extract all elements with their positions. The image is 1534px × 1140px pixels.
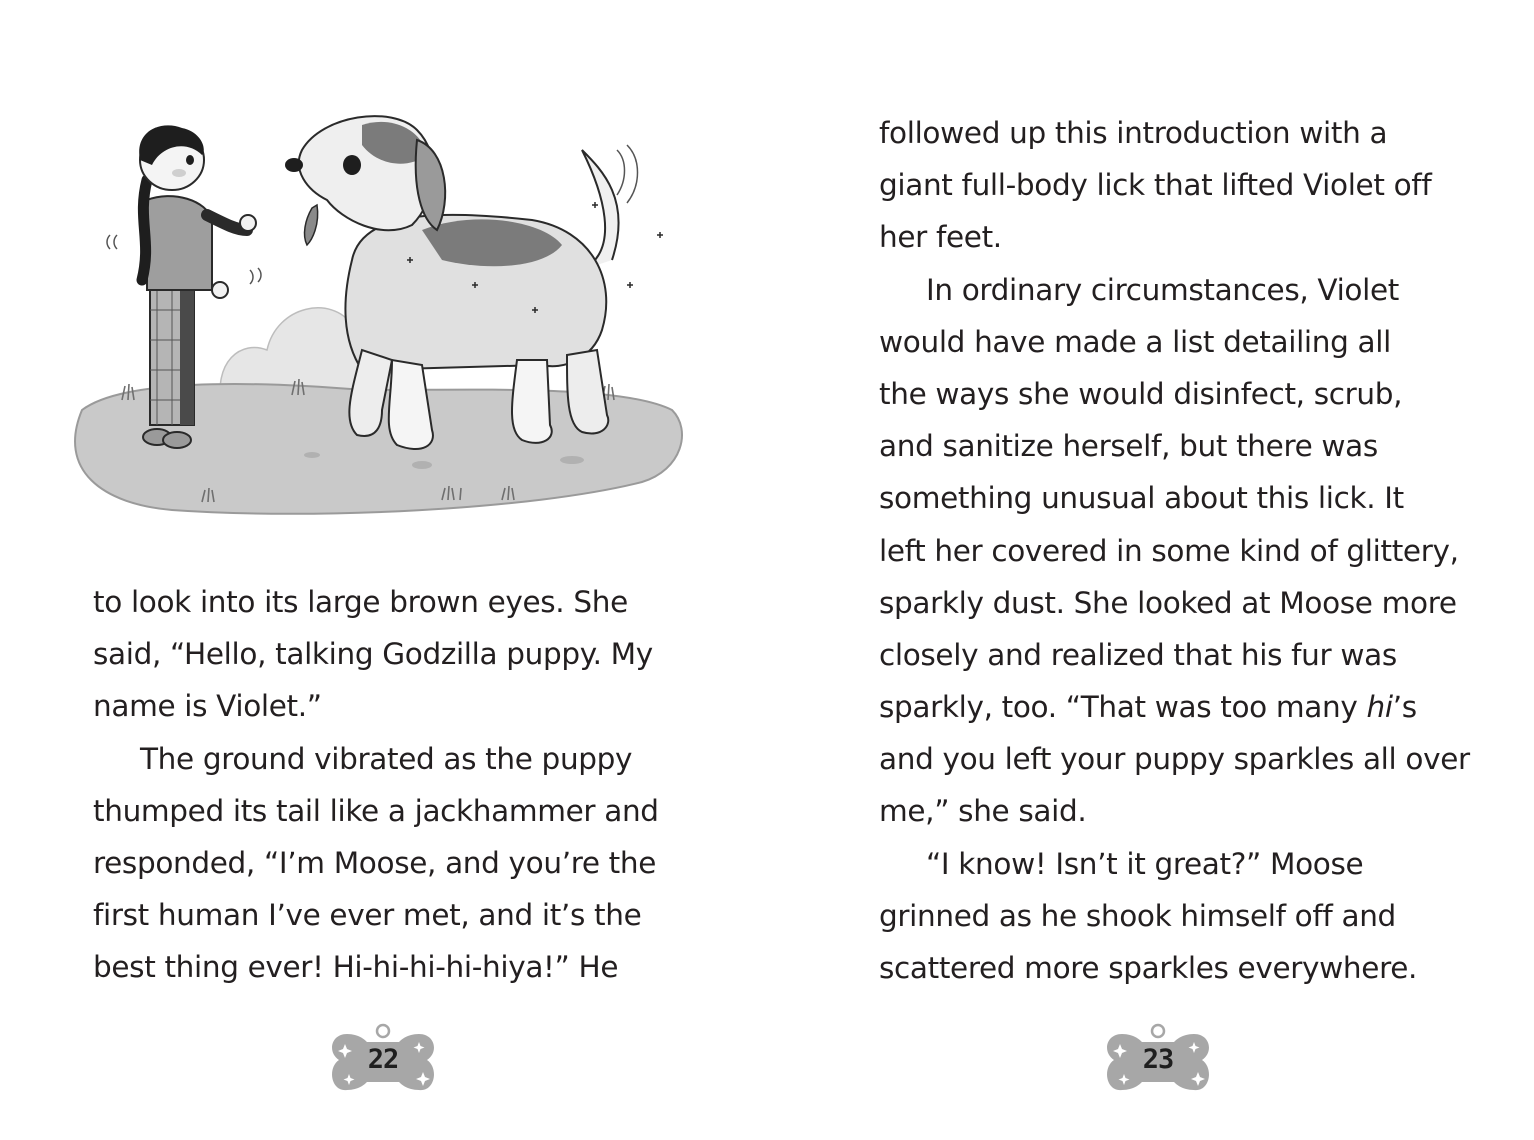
text-line: something unusual about this lick. It (879, 481, 1404, 516)
text-line: followed up this introduction with a (879, 116, 1388, 150)
text-line: best thing ever! Hi-hi-hi-hi-hiya!” He (93, 950, 619, 985)
illustration (62, 110, 692, 540)
text-line: name is Violet.” (93, 689, 322, 724)
text-line: sparkly dust. She looked at Moose more (879, 585, 1457, 620)
text-line: closely and realized that his fur was (879, 637, 1397, 672)
text-line: “I know! Isn’t it great?” Moose (926, 846, 1364, 881)
text-line: to look into its large brown eyes. She (93, 585, 628, 619)
text-line (879, 681, 1470, 733)
text-line: and you left your puppy sparkles all over (879, 742, 1470, 777)
right-page-text (879, 107, 1470, 994)
text-line: would have made a list detailing all (879, 324, 1391, 359)
text-line: scattered more sparkles everywhere. (879, 951, 1418, 985)
page-number: 22 (367, 1044, 399, 1075)
text-line: The ground vibrated as the puppy (140, 741, 633, 776)
text-line: said, “Hello, talking Godzilla puppy. My (93, 637, 653, 672)
text-line: responded, “I’m Moose, and you’re the (93, 845, 657, 880)
page-number-badge (327, 1022, 439, 1098)
text-line: In ordinary circumstances, Violet (926, 272, 1399, 307)
text-line: giant full-body lick that lifted Violet off (879, 168, 1432, 203)
text-line: first human I’ve ever met, and it’s the (93, 898, 642, 933)
page-number: 23 (1142, 1044, 1174, 1075)
text-segment: ’s (1392, 690, 1417, 725)
text-line: and sanitize herself, but there was (879, 429, 1378, 464)
page-number-badge (1102, 1022, 1214, 1098)
text-line: the ways she would disinfect, scrub, (879, 376, 1403, 411)
text-line: left her covered in some kind of glittery, (879, 533, 1459, 568)
emphasis-text: hi (1366, 690, 1393, 725)
right-page (767, 0, 1534, 1140)
text-line: thumped its tail like a jackhammer and (93, 793, 659, 828)
text-line: me,” she said. (879, 794, 1087, 829)
text-segment: sparkly, too. “That was too many (879, 690, 1367, 725)
text-line: her feet. (879, 220, 1002, 255)
left-page-text (93, 576, 659, 994)
text-line: grinned as he shook himself off and (879, 898, 1396, 933)
